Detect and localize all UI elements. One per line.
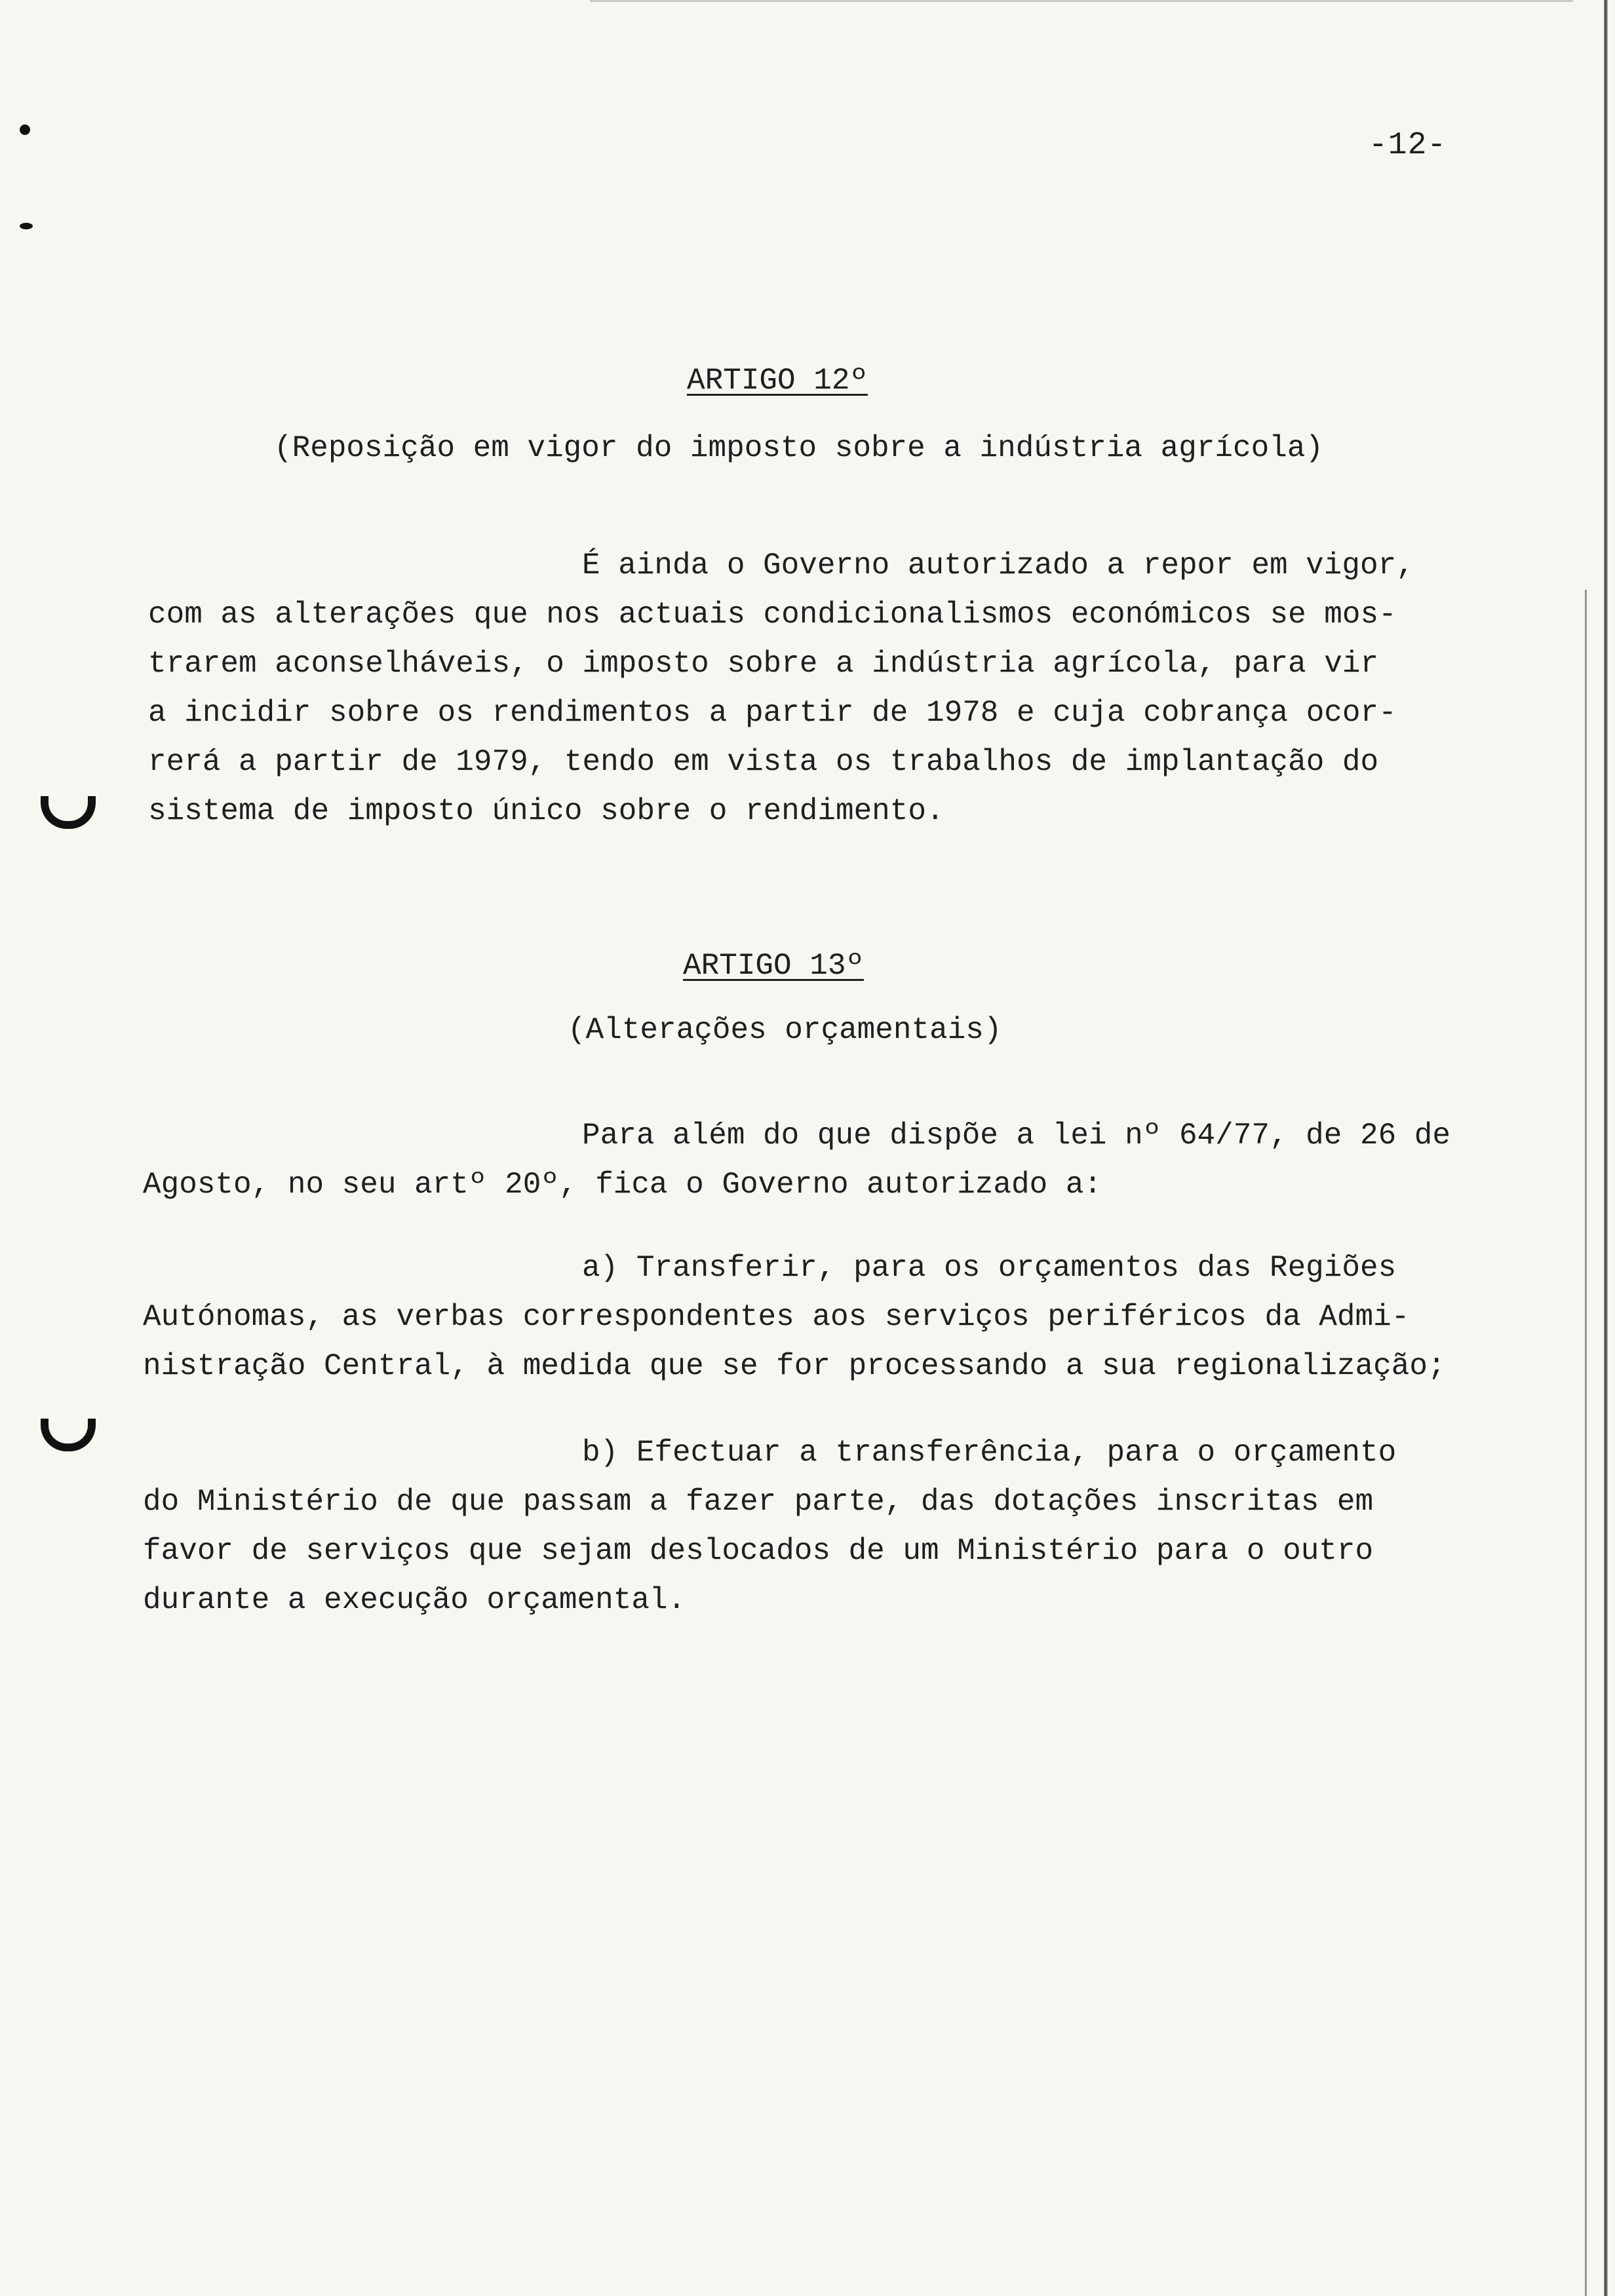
article-13-title: ARTIGO 13º [683,949,865,983]
paragraph-line: Autónomas, as verbas correspondentes aos serviços periféricos da Admi- [143,1300,1410,1334]
paragraph-line: Agosto, no seu artº 20º, fica o Governo autorizado a: [143,1168,1102,1202]
scan-dot-mark [20,124,30,135]
scan-dash-mark [20,223,33,229]
paragraph-line: b) Efectuar a transferência, para o orçamento [582,1436,1397,1470]
paragraph-line: durante a execução orçamental. [143,1583,686,1617]
page-number: -12- [1369,128,1447,163]
scan-top-edge [590,0,1573,2]
paragraph-line: trarem aconselháveis, o imposto sobre a indústria agrícola, para vir [148,647,1379,681]
paragraph-line: sistema de imposto único sobre o rendimento. [148,794,944,828]
paragraph-line: a incidir sobre os rendimentos a partir de 1978 e cuja cobrança ocor- [148,696,1397,730]
scan-right-edge-shadow [1585,590,1587,2296]
paragraph-line: rerá a partir de 1979, tendo em vista os trabalhos de implantação do [148,745,1379,779]
paragraph-line: favor de serviços que sejam deslocados de um Ministério para o outro [143,1534,1374,1568]
paragraph-line: Para além do que dispõe a lei nº 64/77, de 26 de [582,1119,1451,1153]
paragraph-line: a) Transferir, para os orçamentos das Regiões [582,1251,1397,1285]
article-12-subtitle: (Reposição em vigor do imposto sobre a indústria agrícola) [274,431,1324,465]
article-12-title: ARTIGO 12º [687,364,868,398]
punch-hole-mark [41,1419,96,1451]
paragraph-line: com as alterações que nos actuais condicionalismos económicos se mos- [148,598,1397,632]
paragraph-line: nistração Central, à medida que se for processando a sua regionalização; [143,1349,1446,1383]
paragraph-line: do Ministério de que passam a fazer parte, das dotações inscritas em [143,1485,1374,1519]
paragraph-line: É ainda o Governo autorizado a repor em vigor, [582,548,1414,583]
scan-right-edge [1604,0,1608,2296]
article-13-subtitle: (Alterações orçamentais) [568,1013,1002,1047]
punch-hole-mark [41,796,96,829]
